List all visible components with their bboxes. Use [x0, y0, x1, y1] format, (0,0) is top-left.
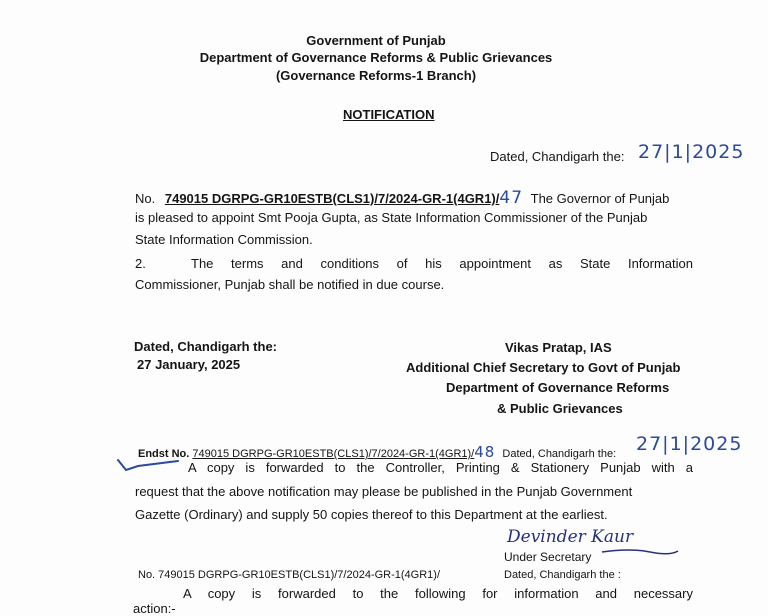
endst-para-line1: A copy is forwarded to the Controller, Printing & Stationery Punjab with a	[188, 460, 693, 475]
handwritten-signature: Devinder Kaur	[507, 527, 634, 547]
signatory-name: Vikas Pratap, IAS	[505, 340, 612, 355]
body-line1-rest: The Governor of Punjab	[530, 191, 670, 206]
body-line2: is pleased to appoint Smt Pooja Gupta, as State Information Commissioner of the Punjab	[135, 210, 648, 225]
header-government: Government of Punjab	[306, 33, 446, 48]
endst-para-line3: Gazette (Ordinary) and supply 50 copies thereof to this Department at the earliest.	[135, 507, 608, 522]
signatory-title1: Additional Chief Secretary to Govt of Punjab	[406, 360, 681, 375]
header-branch: (Governance Reforms-1 Branch)	[275, 68, 477, 83]
dated-label-top: Dated, Chandigarh the:	[490, 149, 625, 164]
signatory-title3: & Public Grievances	[497, 401, 623, 416]
header-department: Department of Governance Reforms & Public Grievances	[199, 50, 553, 65]
notification-title: NOTIFICATION	[343, 107, 435, 122]
endst-prefix: Endst No.	[138, 448, 190, 460]
endst-dated-label: Dated, Chandigarh the:	[502, 448, 617, 460]
ref-handwritten-no: 47	[499, 188, 524, 208]
endst-handwritten-date: 27|1|2025	[636, 433, 743, 455]
para2-line2: Commissioner, Punjab shall be notified in due course.	[135, 277, 445, 292]
sig-date: 27 January, 2025	[137, 357, 241, 372]
endst-number: 749015 DGRPG-GR10ESTB(CLS1)/7/2024-GR-1(4GR1)/	[192, 448, 475, 460]
tick-mark-icon	[116, 456, 186, 474]
second-endst-para-line1: A copy is forwarded to the following for information and necessary	[183, 586, 693, 601]
second-endst-dated-label: Dated, Chandigarh the :	[504, 569, 621, 581]
endst-line	[138, 443, 616, 461]
ref-prefix: No.	[135, 191, 156, 206]
signature-flourish-icon	[600, 548, 680, 556]
para2-number: 2.	[135, 256, 146, 271]
body-ref-line	[135, 188, 669, 208]
under-secretary-label: Under Secretary	[504, 550, 592, 564]
signatory-title2: Department of Governance Reforms	[446, 380, 670, 395]
handwritten-date-top: 27|1|2025	[638, 141, 745, 163]
ref-number: 749015 DGRPG-GR10ESTB(CLS1)/7/2024-GR-1(4GR1)/	[164, 191, 500, 206]
second-endst-para-line2: action:-	[133, 601, 176, 616]
para2-line1: The terms and conditions of his appointment as State Information	[191, 256, 693, 271]
endst-para-line2: request that the above notification may please be published in the Punjab Government	[135, 484, 633, 499]
sig-dated-label: Dated, Chandigarh the:	[134, 339, 278, 354]
body-line3: State Information Commission.	[135, 232, 313, 247]
second-endst-number: No. 749015 DGRPG-GR10ESTB(CLS1)/7/2024-GR-1(4GR1)/	[138, 569, 441, 581]
endst-handwritten-no: 48	[474, 443, 496, 461]
